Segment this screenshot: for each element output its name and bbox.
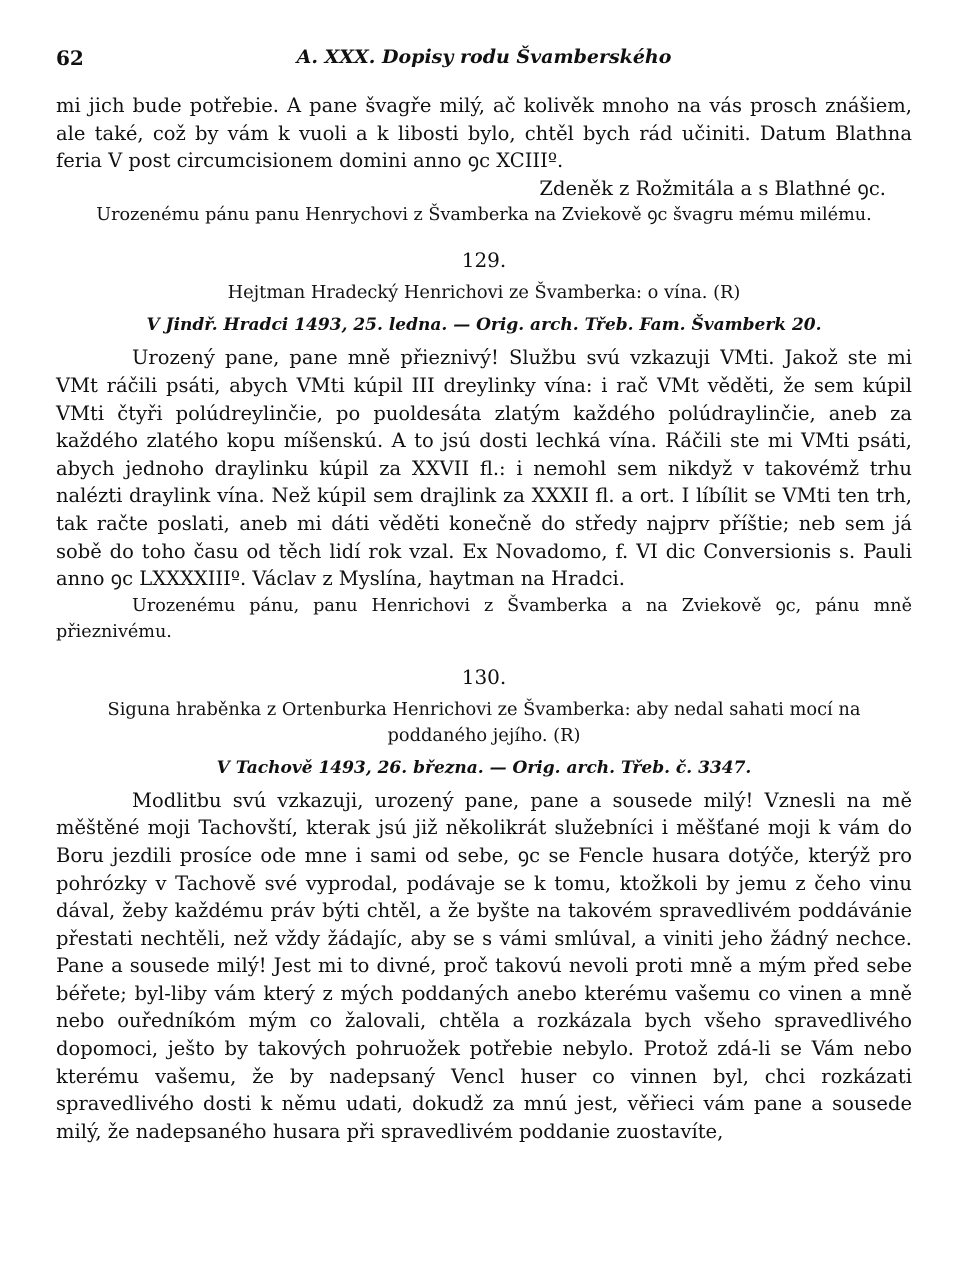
letter-130-source: V Tachově 1493, 26. března. — Orig. arch. Třeb. č. 3347. [216, 757, 752, 778]
letter-130-text: Modlitbu svú vzkazuji, urozený pane, pane a sousede milý! Vznesli na mě měštěné moji Tachovští, kterak jsú již několikrát služebníci i měšťané moji k vám do Boru jezdili prosíce ode mne i sami od sebe, ꝯc se Fencle husara dotýče, kterýž pro pohrózky v Tachově své vyprodal, podávaje se k tomu, ktožkoli by jemu z čeho vinu dával, žeby každému práv býti chtěl, a že byšte na takovém spravedlivém poddávánie přestati nechtěli, než vždy žádajíc, aby se s vámi smlúval, a viniti jeho žádný nechce. Pane a sousede milý! Jest mi to divné, proč takovú nevoli proti mně a mým před sebe béřete; byl-liby vám který z mých poddaných anebo kterému vašemu co vinen a mně nebo ouředníkóm mým co žalovali, chtěla a rozkázala bych všeho spravedlivého dopomoci, ješto by takových pohruožek potřebie nebylo. Protož zdá-li se Vám nebo kterému vašemu, že by nadepsaný Vencl huser co vinnen byl, chci rozkázati spravedlivého dosti k němu udati, dokudž za mnú jest, věřieci vám pane a sousede milý, že nadepsaného husara při spravedlivém poddanie zuostavíte, [56, 788, 912, 1143]
running-title: A. XXX. Dopisy rodu Švamberského [296, 46, 672, 68]
letter-129-source: V Jindř. Hradci 1493, 25. ledna. — Orig. arch. Třeb. Fam. Švamberk 20. [146, 315, 822, 336]
letter-129-heading: Hejtman Hradecký Henrichovi ze Švamberka: o vína. (R) [227, 282, 741, 304]
letter-129-text: Urozený pane, pane mně přieznivý! Službu svú vzkazuji VMti. Jakož ste mi VMt ráčili psáti, abych VMti kúpil III dreylinky vína: i rač VMt věděti, že sem kúpil VMti čtyři polúdreylinčie, po puoldesáta zlatým každého polúdraylinčie, aneb za každého zlatého kopu míšenskú. A to jsú dosti lechká vína. Ráčili ste mi VMti psáti, abych jednoho draylinku kúpil za XXVII fl.: i nemohl sem nikdyž v takovémž trhu nalézti draylink vína. Než kúpil sem drajlink za XXXII fl. a ort. I líbílit se VMti ten trh, tak račte poslati, aneb mi dáti věděti konečně do středy najprv příštie; neb sem já sobě do toho času od těch lidí rok vzal. Ex Novadomo, f. VI dic Conversionis s. Pauli anno ꝯc LXXXXIIIº. Václav z Myslína, haytman na Hradci. [56, 346, 912, 591]
letter-130-heading: Siguna hraběnka z Ortenburka Henrichovi ze Švamberka: aby nedal sahati mocí na poddaného jejího. (R) [107, 698, 861, 746]
letter-129-address: Urozenému pánu, panu Henrichovi z Švamberka a na Zviekově ꝯc, pánu mně přieznivému. [56, 595, 912, 642]
continuation-address: Urozenému pánu panu Henrychovi z Švamberka na Zviekově ꝯc švagru mému milému. [96, 205, 872, 226]
running-head [56, 40, 912, 76]
continuation-signature: Zdeněk z Rožmitála a s Blathné ꝯc. [539, 176, 886, 200]
letter-130-number: 130. [461, 664, 507, 689]
document-page [56, 40, 912, 1145]
page-number: 62 [56, 46, 84, 70]
continuation-paragraph: mi jich bude potřebie. A pane švagře milý, ač kolivěk mnoho na vás prosch znášiem, ale také, což by vám k vuoli a k libosti bylo, chtěl bych rád učiniti. Datum Blathna feria V post circumcisionem domini anno ꝯc XCIIIº. [56, 94, 912, 173]
letter-129-number: 129. [461, 248, 507, 273]
